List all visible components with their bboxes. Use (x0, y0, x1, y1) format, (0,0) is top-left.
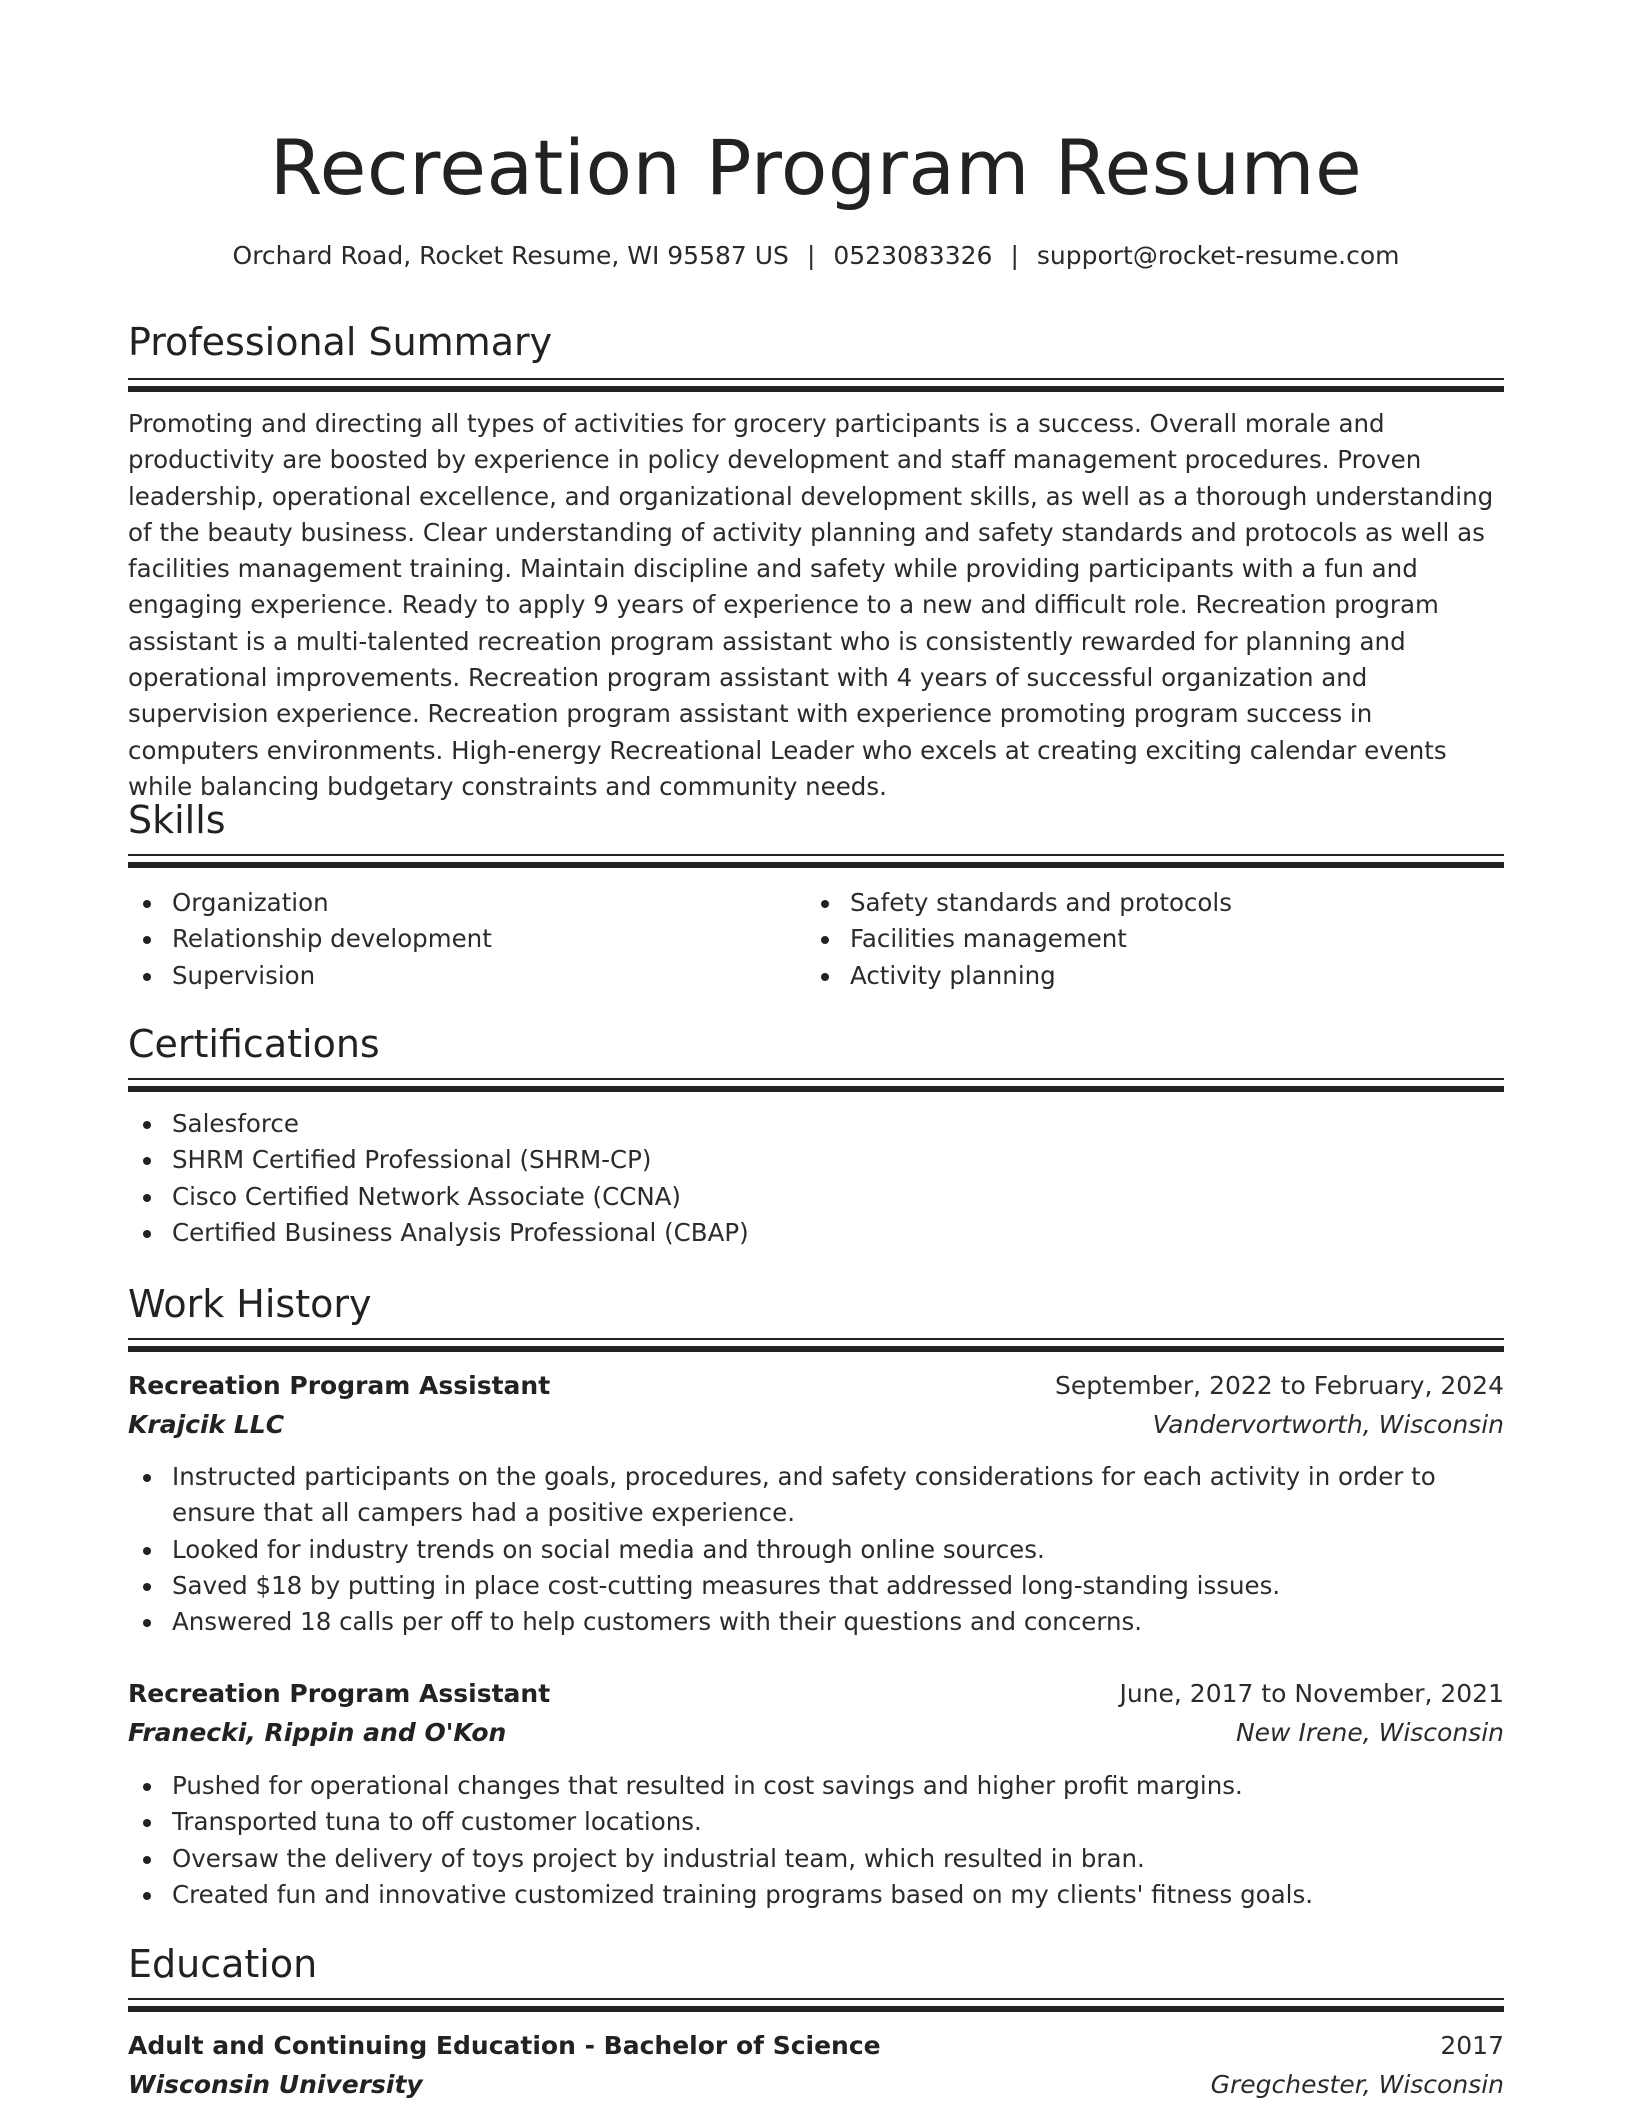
summary-text: Promoting and directing all types of activities for grocery participants is a success. Overall morale and productivity are boosted by experience in policy development and staff management procedures. Proven leadership, operational excellence, and organizational development skills, as well as a thorough understanding of the beauty business. Clear understanding of activity planning and safety standards and protocols as well as facilities management training. Maintain discipline and safety while providing participants with a fun and engaging experience. Ready to apply 9 years of experience to a new and difficult role. Recreation program assistant is a multi-talented recreation program assistant who is consistently rewarded for planning and operational improvements. Recreation program assistant with 4 years of successful organization and supervision experience. Recreation program assistant with experience promoting program success in computers environments. High-energy Recreational Leader who excels at creating exciting calendar events while balancing budgetary constraints and community needs. (128, 409, 1494, 801)
section-title-work-history: Work History (128, 1282, 372, 1326)
education-school-row (128, 2066, 1504, 2104)
job-location: Vandervortworth, Wisconsin (1152, 1410, 1504, 1439)
certification-item: Certified Business Analysis Professional (CBAP) (128, 1215, 1504, 1251)
job-bullet: Answered 18 calls per off to help customers with their questions and concerns. (128, 1604, 1504, 1640)
education-school: Wisconsin University (128, 2070, 423, 2099)
job-title: Recreation Program Assistant (128, 1371, 551, 1400)
skill-item: Supervision (128, 958, 788, 994)
section-divider (128, 378, 1504, 392)
job-employer (128, 1406, 1504, 1444)
contact-line (128, 238, 1504, 274)
skills-list-left (128, 885, 788, 994)
certifications-list (128, 1106, 1504, 1251)
job-bullet: Created fun and innovative customized training programs based on my clients' fitness goals. (128, 1877, 1504, 1913)
job-employer (128, 1714, 1504, 1752)
section-title-skills: Skills (128, 798, 226, 842)
job-dates: September, 2022 to February, 2024 (1055, 1371, 1504, 1400)
skill-item: Organization (128, 885, 788, 921)
section-divider (128, 1338, 1504, 1352)
skill-item: Activity planning (806, 958, 1504, 994)
education-location: Gregchester, Wisconsin (1210, 2070, 1504, 2099)
certification-item: Salesforce (128, 1106, 1504, 1142)
job-bullet: Pushed for operational changes that resulted in cost savings and higher profit margins. (128, 1768, 1504, 1804)
job-company: Krajcik LLC (128, 1410, 285, 1439)
section-title-summary: Professional Summary (128, 320, 553, 364)
education-degree: Adult and Continuing Education - Bachelor of Science (128, 2031, 881, 2060)
job-bullets (128, 1768, 1504, 1913)
job-company: Franecki, Rippin and O'Kon (128, 1718, 507, 1747)
education-header (128, 2027, 1504, 2065)
education-year: 2017 (1440, 2031, 1504, 2060)
contact-separator: | (806, 241, 816, 270)
section-title-certifications: Certifications (128, 1022, 380, 1066)
contact-email[interactable]: support@rocket-resume.com (1036, 241, 1400, 270)
job-header (128, 1367, 1504, 1405)
contact-phone: 0523083326 (833, 241, 993, 270)
job-bullet: Looked for industry trends on social media and through online sources. (128, 1532, 1504, 1568)
job-title: Recreation Program Assistant (128, 1679, 551, 1708)
section-divider (128, 1998, 1504, 2012)
job-bullet: Transported tuna to off customer locations. (128, 1804, 1504, 1840)
job-bullets (128, 1459, 1504, 1640)
contact-separator: | (1010, 241, 1019, 270)
section-divider (128, 854, 1504, 868)
job-location: New Irene, Wisconsin (1235, 1718, 1504, 1747)
contact-address: Orchard Road, Rocket Resume, WI 95587 US (232, 241, 789, 270)
certification-item: SHRM Certified Professional (SHRM-CP) (128, 1142, 1504, 1178)
skill-item: Facilities management (806, 921, 1504, 957)
job-header (128, 1675, 1504, 1713)
resume-title: Recreation Program Resume (269, 123, 1363, 212)
skill-item: Safety standards and protocols (806, 885, 1504, 921)
skills-list-right (806, 885, 1504, 994)
section-divider (128, 1078, 1504, 1092)
job-bullet: Saved $18 by putting in place cost-cutting measures that addressed long-standing issues. (128, 1568, 1504, 1604)
skill-item: Relationship development (128, 921, 788, 957)
job-bullet: Oversaw the delivery of toys project by industrial team, which resulted in bran. (128, 1841, 1504, 1877)
job-dates: June, 2017 to November, 2021 (1119, 1679, 1504, 1708)
section-title-education: Education (128, 1942, 318, 1986)
job-bullet: Instructed participants on the goals, procedures, and safety considerations for each activity in order to ensure that all campers had a positive experience. (128, 1459, 1504, 1532)
certification-item: Cisco Certified Network Associate (CCNA) (128, 1179, 1504, 1215)
